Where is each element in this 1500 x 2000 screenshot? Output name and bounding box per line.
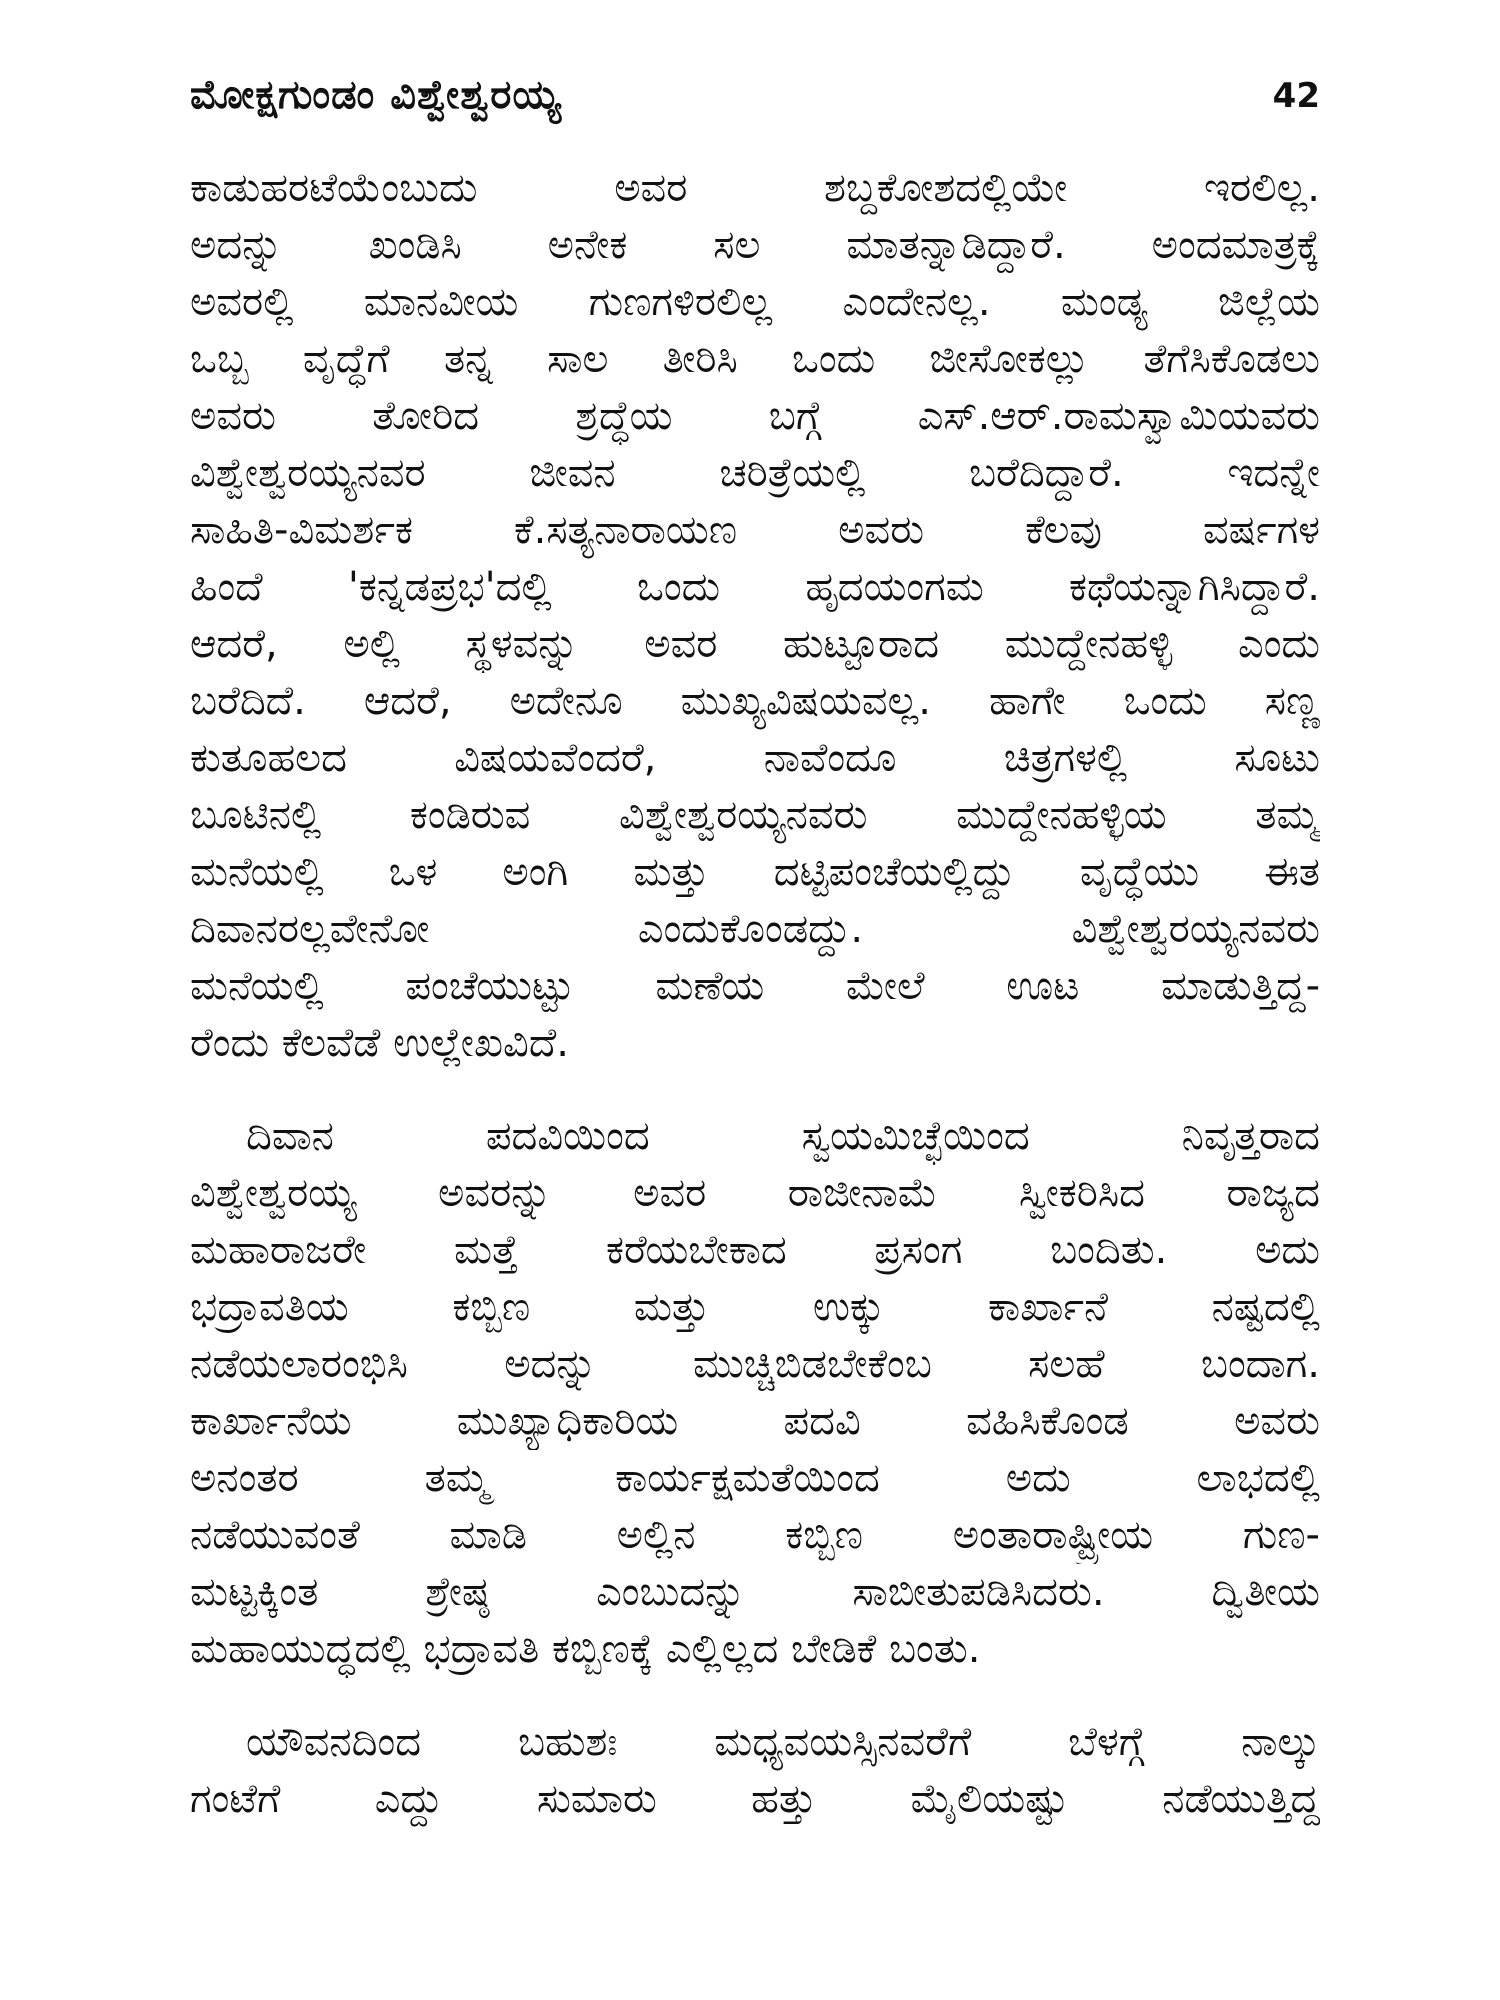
text-line: ಅವರು ತೋರಿದ ಶ್ರದ್ಧೆಯ ಬಗ್ಗೆ ಎಸ್.ಆರ್.ರಾಮಸ್ವಾಮಿಯವರು — [190, 393, 1320, 439]
text-line: ಭದ್ರಾವತಿಯ ಕಬ್ಬಿಣ ಮತ್ತು ಉಕ್ಕು ಕಾರ್ಖಾನೆ ನಷ್ಟದಲ್ಲಿ — [190, 1284, 1320, 1330]
text-line: ಬೂಟಿನಲ್ಲಿ ಕಂಡಿರುವ ವಿಶ್ವೇಶ್ವರಯ್ಯನವರು ಮುದ್ದೇನಹಳ್ಳಿಯ ತಮ್ಮ — [190, 792, 1320, 838]
text-line: ವಿಶ್ವೇಶ್ವರಯ್ಯ ಅವರನ್ನು ಅವರ ರಾಜೀನಾಮೆ ಸ್ವೀಕರಿಸಿದ ರಾಜ್ಯದ — [190, 1170, 1320, 1216]
paragraph-gap — [190, 1072, 1320, 1108]
text-line: ಅನಂತರ ತಮ್ಮ ಕಾರ್ಯಕ್ಷಮತೆಯಿಂದ ಅದು ಲಾಭದಲ್ಲಿ — [190, 1455, 1320, 1501]
text-line: ಮಟ್ಟಕ್ಕಿಂತ ಶ್ರೇಷ್ಠ ಎಂಬುದನ್ನು ಸಾಬೀತುಪಡಿಸಿದರು. ದ್ವಿತೀಯ — [190, 1569, 1320, 1615]
paragraph-1 — [190, 160, 1320, 1072]
text-line: ಮನೆಯಲ್ಲಿ ಒಳ ಅಂಗಿ ಮತ್ತು ದಟ್ಟಿಪಂಚೆಯಲ್ಲಿದ್ದು ವೃದ್ಧೆಯು ಈತ — [190, 849, 1320, 895]
text-line: ಒಬ್ಬ ವೃದ್ಧೆಗೆ ತನ್ನ ಸಾಲ ತೀರಿಸಿ ಒಂದು ಜೀಸೋಕಲ್ಲು ತೆಗೆಸಿಕೊಡಲು — [190, 336, 1320, 382]
running-title: ಮೋಕ್ಷಗುಂಡಂ ವಿಶ್ವೇಶ್ವರಯ್ಯ — [190, 72, 562, 118]
paragraph-3 — [190, 1714, 1320, 1828]
body-text — [190, 160, 1320, 1828]
text-line: ನಡೆಯಲಾರಂಭಿಸಿ ಅದನ್ನು ಮುಚ್ಚಿಬಿಡಬೇಕೆಂಬ ಸಲಹೆ ಬಂದಾಗ. — [190, 1341, 1320, 1387]
text-line: ಯೌವನದಿಂದ ಬಹುಶಃ ಮಧ್ಯವಯಸ್ಸಿನವರೆಗೆ ಬೆಳಗ್ಗೆ ನಾಲ್ಕು — [246, 1719, 1320, 1765]
text-line: ಗಂಟೆಗೆ ಎದ್ದು ಸುಮಾರು ಹತ್ತು ಮೈಲಿಯಷ್ಟು ನಡೆಯುತ್ತಿದ್ದ — [190, 1776, 1320, 1822]
running-header — [190, 72, 1320, 132]
text-line: ವಿಶ್ವೇಶ್ವರಯ್ಯನವರ ಜೀವನ ಚರಿತ್ರೆಯಲ್ಲಿ ಬರೆದಿದ್ದಾರೆ. ಇದನ್ನೇ — [190, 450, 1320, 496]
page-number: 42 — [1272, 76, 1320, 116]
text-line: ದಿವಾನರಲ್ಲವೇನೋ ಎಂದುಕೊಂಡದ್ದು. ವಿಶ್ವೇಶ್ವರಯ್ಯನವರು — [190, 906, 1320, 952]
text-line: ಕಾಡುಹರಟೆಯೆಂಬುದು ಅವರ ಶಬ್ದಕೋಶದಲ್ಲಿಯೇ ಇರಲಿಲ್ಲ. — [190, 165, 1320, 211]
text-line: ನಡೆಯುವಂತೆ ಮಾಡಿ ಅಲ್ಲಿನ ಕಬ್ಬಿಣ ಅಂತಾರಾಷ್ಟ್ರೀಯ ಗುಣ- — [190, 1512, 1320, 1558]
text-line: ಹಿಂದೆ 'ಕನ್ನಡಪ್ರಭ'ದಲ್ಲಿ ಒಂದು ಹೃದಯಂಗಮ ಕಥೆಯನ್ನಾಗಿಸಿದ್ದಾರೆ. — [190, 564, 1320, 610]
text-line: ಅವರಲ್ಲಿ ಮಾನವೀಯ ಗುಣಗಳಿರಲಿಲ್ಲ ಎಂದೇನಲ್ಲ. ಮಂಡ್ಯ ಜಿಲ್ಲೆಯ — [190, 279, 1320, 325]
text-line: ಮನೆಯಲ್ಲಿ ಪಂಚೆಯುಟ್ಟು ಮಣೆಯ ಮೇಲೆ ಊಟ ಮಾಡುತ್ತಿದ್ದ- — [190, 963, 1320, 1009]
text-line: ಆದರೆ, ಅಲ್ಲಿ ಸ್ಥಳವನ್ನು ಅವರ ಹುಟ್ಟೂರಾದ ಮುದ್ದೇನಹಳ್ಳಿ ಎಂದು — [190, 621, 1320, 667]
text-line: ಮಹಾಯುದ್ಧದಲ್ಲಿ ಭದ್ರಾವತಿ ಕಬ್ಬಿಣಕ್ಕೆ ಎಲ್ಲಿಲ್ಲದ ಬೇಡಿಕೆ ಬಂತು. — [190, 1626, 981, 1672]
text-line: ಕಾರ್ಖಾನೆಯ ಮುಖ್ಯಾಧಿಕಾರಿಯ ಪದವಿ ವಹಿಸಿಕೊಂಡ ಅವರು — [190, 1398, 1320, 1444]
text-line: ದಿವಾನ ಪದವಿಯಿಂದ ಸ್ವಯಮಿಚ್ಛೆಯಿಂದ ನಿವೃತ್ತರಾದ — [246, 1113, 1320, 1159]
text-line: ಸಾಹಿತಿ-ವಿಮರ್ಶಕ ಕೆ.ಸತ್ಯನಾರಾಯಣ ಅವರು ಕೆಲವು ವರ್ಷಗಳ — [190, 507, 1320, 553]
text-line: ರೆಂದು ಕೆಲವೆಡೆ ಉಲ್ಲೇಖವಿದೆ. — [190, 1020, 569, 1066]
paragraph-2 — [190, 1108, 1320, 1678]
text-line: ಮಹಾರಾಜರೇ ಮತ್ತೆ ಕರೆಯಬೇಕಾದ ಪ್ರಸಂಗ ಬಂದಿತು. ಅದು — [190, 1227, 1320, 1273]
text-line: ಕುತೂಹಲದ ವಿಷಯವೆಂದರೆ, ನಾವೆಂದೂ ಚಿತ್ರಗಳಲ್ಲಿ ಸೂಟು — [190, 735, 1320, 781]
text-line: ಬರೆದಿದೆ. ಆದರೆ, ಅದೇನೂ ಮುಖ್ಯವಿಷಯವಲ್ಲ. ಹಾಗೇ ಒಂದು ಸಣ್ಣ — [190, 678, 1320, 724]
paragraph-gap — [190, 1678, 1320, 1714]
text-line: ಅದನ್ನು ಖಂಡಿಸಿ ಅನೇಕ ಸಲ ಮಾತನ್ನಾಡಿದ್ದಾರೆ. ಅಂದಮಾತ್ರಕ್ಕೆ — [190, 222, 1320, 268]
